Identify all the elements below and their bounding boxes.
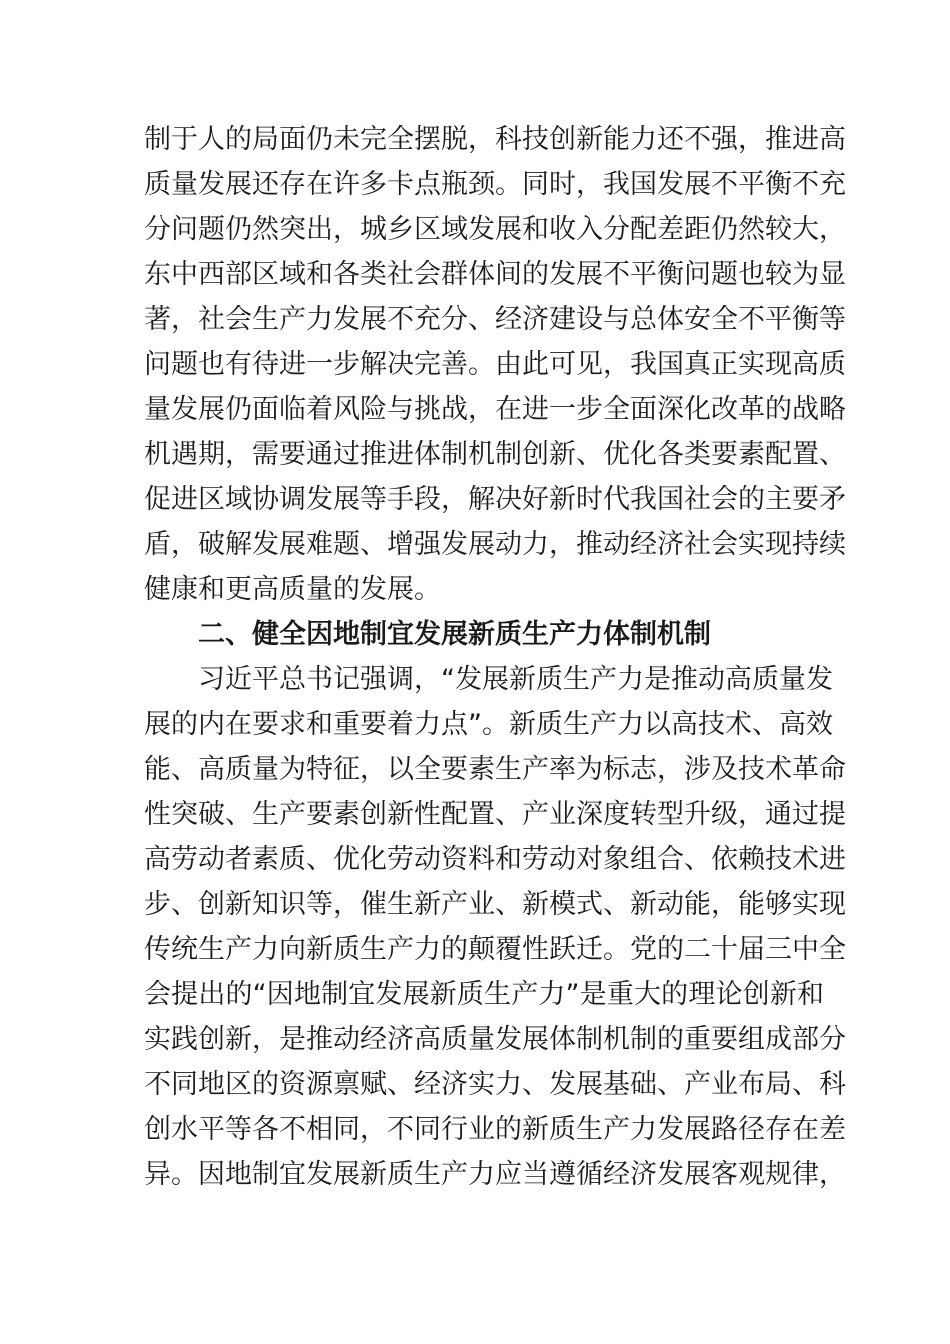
body-text-line: 机遇期，需要通过推进体制机制创新、优化各类要素配置、	[144, 439, 846, 470]
body-text-line: 传统生产力向新质生产力的颠覆性跃迁。党的二十届三中全	[144, 934, 846, 965]
body-text-line: 量发展仍面临着风险与挑战，在进一步全面深化改革的战略	[144, 394, 846, 425]
body-text-line: 东中西部区域和各类社会群体间的发展不平衡问题也较为显	[144, 259, 846, 290]
body-text-line: 性突破、生产要素创新性配置、产业深度转型升级，通过提	[144, 799, 846, 830]
body-text-line: 展的内在要求和重要着力点”。新质生产力以高技术、高效	[144, 709, 833, 740]
body-text-line: 制于人的局面仍未完全摆脱，科技创新能力还不强，推进高	[144, 124, 846, 155]
body-text-line: 质量发展还存在许多卡点瓶颈。同时，我国发展不平衡不充	[144, 169, 846, 200]
body-text-line: 异。因地制宜发展新质生产力应当遵循经济发展客观规律，	[144, 1159, 846, 1190]
section-heading: 二、健全因地制宜发展新质生产力体制机制	[198, 619, 711, 650]
body-text-line: 实践创新，是推动经济高质量发展体制机制的重要组成部分	[144, 1024, 846, 1055]
body-text-line: 盾，破解发展难题、增强发展动力，推动经济社会实现持续	[144, 529, 846, 560]
body-text-line: 促进区域协调发展等手段，解决好新时代我国社会的主要矛	[144, 484, 846, 515]
body-text-line: 不同地区的资源禀赋、经济实力、发展基础、产业布局、科	[144, 1069, 846, 1100]
body-text-line: 高劳动者素质、优化劳动资料和劳动对象组合、依赖技术进	[144, 844, 846, 875]
body-text-line: 步、创新知识等，催生新产业、新模式、新动能，能够实现	[144, 889, 846, 920]
body-text-line: 著，社会生产力发展不充分、经济建设与总体安全不平衡等	[144, 304, 846, 335]
body-text-line: 创水平等各不相同，不同行业的新质生产力发展路径存在差	[144, 1114, 846, 1145]
body-text-line: 能、高质量为特征，以全要素生产率为标志，涉及技术革命	[144, 754, 846, 785]
body-text-line: 分问题仍然突出，城乡区域发展和收入分配差距仍然较大，	[144, 214, 846, 245]
body-text-line: 习近平总书记强调，“发展新质生产力是推动高质量发	[198, 664, 833, 695]
body-text-line: 健康和更高质量的发展。	[144, 574, 441, 605]
body-text-line: 问题也有待进一步解决完善。由此可见，我国真正实现高质	[144, 349, 846, 380]
body-text-line: 会提出的“因地制宜发展新质生产力”是重大的理论创新和	[144, 979, 824, 1010]
